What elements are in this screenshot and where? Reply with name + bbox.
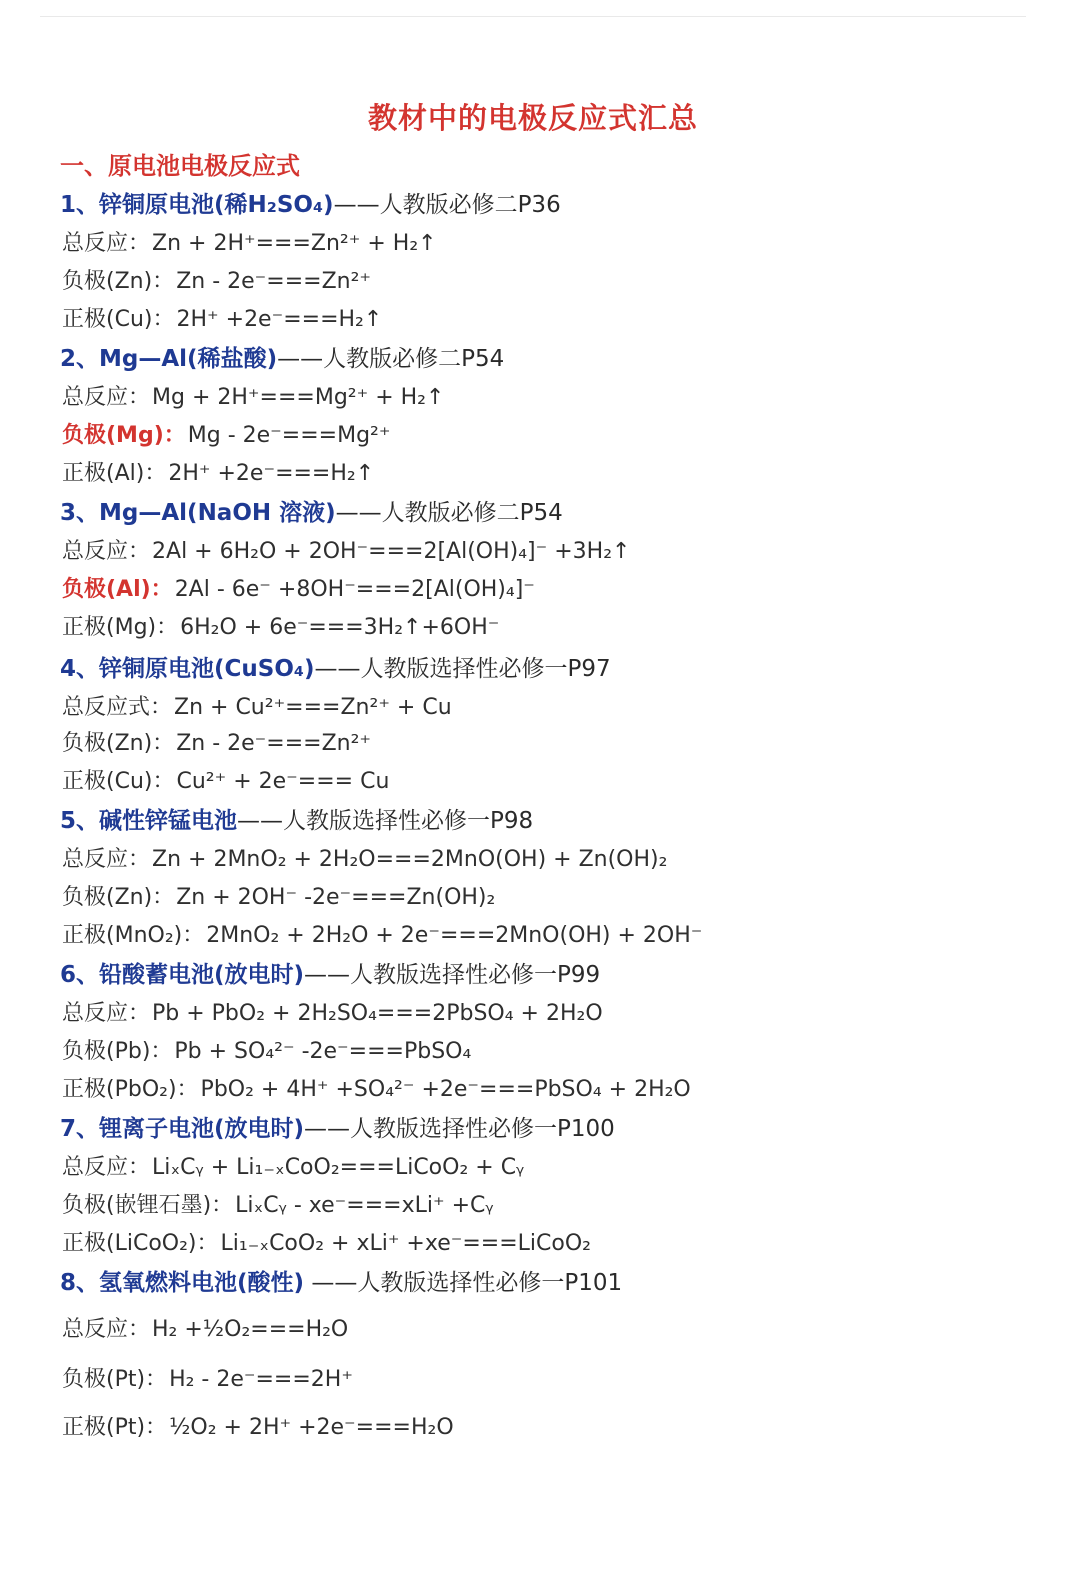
item-heading bbox=[60, 650, 611, 683]
equation-text: H₂ - 2e⁻===2H⁺ bbox=[169, 1367, 353, 1392]
equation-label: 正极(PbO₂)： bbox=[62, 1077, 199, 1102]
item-source: ——人教版选择性必修一P97 bbox=[314, 656, 611, 682]
equation-label: 负极(Al)： bbox=[62, 577, 173, 602]
equation-cathode bbox=[62, 1072, 691, 1103]
equation-label: 正极(MnO₂)： bbox=[62, 923, 205, 948]
item-source: ——人教版选择性必修一P100 bbox=[304, 1116, 615, 1142]
equation-label: 总反应： bbox=[62, 1155, 151, 1180]
equation-label: 负极(Zn)： bbox=[62, 885, 175, 910]
equation-total bbox=[62, 1150, 524, 1181]
equation-label: 总反应： bbox=[62, 847, 151, 872]
equation-text: LiₓCᵧ - xe⁻===xLi⁺ +Cᵧ bbox=[235, 1193, 494, 1218]
item-source: ——人教版选择性必修一P99 bbox=[304, 962, 601, 988]
equation-anode bbox=[62, 264, 371, 295]
item-source: ——人教版选择性必修一P101 bbox=[304, 1270, 623, 1296]
equation-text: Zn + Cu²⁺===Zn²⁺ + Cu bbox=[174, 695, 452, 720]
equation-text: Zn + 2H⁺===Zn²⁺ + H₂↑ bbox=[152, 231, 437, 256]
equation-anode bbox=[62, 1362, 353, 1393]
equation-total bbox=[62, 842, 667, 873]
item-heading bbox=[60, 802, 533, 835]
equation-total bbox=[62, 1312, 348, 1343]
equation-anode bbox=[62, 418, 390, 449]
equation-text: Mg - 2e⁻===Mg²⁺ bbox=[187, 423, 391, 448]
item-name: Mg—Al(稀盐酸) bbox=[99, 346, 278, 372]
equation-anode bbox=[62, 1188, 494, 1219]
document-title: 教材中的电极反应式汇总 bbox=[367, 101, 698, 135]
equation-anode bbox=[62, 880, 495, 911]
equation-label: 总反应： bbox=[62, 539, 151, 564]
item-number: 4、 bbox=[60, 656, 100, 682]
item-name: 锂离子电池(放电时) bbox=[99, 1116, 305, 1142]
item-name: 铅酸蓄电池(放电时) bbox=[99, 962, 305, 988]
equation-text: 2H⁺ +2e⁻===H₂↑ bbox=[168, 461, 375, 486]
item-heading bbox=[60, 494, 563, 527]
equation-label: 总反应： bbox=[62, 385, 151, 410]
equation-total bbox=[62, 690, 452, 721]
item-source: ——人教版必修二P54 bbox=[277, 346, 505, 372]
equation-cathode bbox=[62, 1410, 454, 1441]
equation-total bbox=[62, 996, 603, 1027]
equation-cathode bbox=[62, 764, 389, 795]
equation-text: 2MnO₂ + 2H₂O + 2e⁻===2MnO(OH) + 2OH⁻ bbox=[206, 923, 703, 948]
equation-text: Li₁₋ₓCoO₂ + xLi⁺ +xe⁻===LiCoO₂ bbox=[220, 1231, 591, 1256]
item-number: 8、 bbox=[60, 1270, 100, 1296]
equation-anode bbox=[62, 572, 535, 603]
equation-cathode bbox=[62, 302, 382, 333]
equation-text: PbO₂ + 4H⁺ +SO₄²⁻ +2e⁻===PbSO₄ + 2H₂O bbox=[200, 1077, 691, 1102]
equation-label: 正极(LiCoO₂)： bbox=[62, 1231, 219, 1256]
top-divider bbox=[40, 16, 1026, 17]
equation-text: Zn + 2OH⁻ -2e⁻===Zn(OH)₂ bbox=[176, 885, 496, 910]
item-number: 6、 bbox=[60, 962, 100, 988]
equation-cathode bbox=[62, 918, 702, 949]
equation-anode bbox=[62, 1034, 471, 1065]
equation-cathode bbox=[62, 1226, 591, 1257]
item-name: 氢氧燃料电池(酸性) bbox=[99, 1270, 305, 1296]
equation-label: 负极(Pt)： bbox=[62, 1367, 168, 1392]
equation-label: 负极(Zn)： bbox=[62, 269, 175, 294]
item-heading bbox=[60, 1110, 615, 1143]
section-title: 一、原电池电极反应式 bbox=[60, 152, 300, 180]
item-name: 碱性锌锰电池 bbox=[99, 808, 238, 834]
equation-cathode bbox=[62, 610, 499, 641]
equation-label: 负极(嵌锂石墨)： bbox=[62, 1193, 234, 1218]
item-source: ——人教版选择性必修一P98 bbox=[237, 808, 534, 834]
equation-text: 2Al - 6e⁻ +8OH⁻===2[Al(OH)₄]⁻ bbox=[174, 577, 535, 602]
item-heading bbox=[60, 956, 600, 989]
equation-label: 总反应式： bbox=[62, 695, 173, 720]
equation-total bbox=[62, 226, 437, 257]
item-number: 7、 bbox=[60, 1116, 100, 1142]
item-heading bbox=[60, 1264, 622, 1297]
equation-text: ½O₂ + 2H⁺ +2e⁻===H₂O bbox=[169, 1415, 454, 1440]
equation-label: 正极(Cu)： bbox=[62, 769, 175, 794]
item-number: 3、 bbox=[60, 500, 100, 526]
equation-label: 正极(Cu)： bbox=[62, 307, 175, 332]
equation-text: 2Al + 6H₂O + 2OH⁻===2[Al(OH)₄]⁻ +3H₂↑ bbox=[152, 539, 631, 564]
equation-label: 正极(Mg)： bbox=[62, 615, 179, 640]
equation-text: Pb + SO₄²⁻ -2e⁻===PbSO₄ bbox=[174, 1039, 472, 1064]
item-name: 锌铜原电池(CuSO₄) bbox=[99, 656, 315, 682]
item-heading bbox=[60, 186, 561, 219]
equation-total bbox=[62, 534, 630, 565]
equation-label: 负极(Pb)： bbox=[62, 1039, 173, 1064]
equation-text: Pb + PbO₂ + 2H₂SO₄===2PbSO₄ + 2H₂O bbox=[152, 1001, 603, 1026]
item-name: 锌铜原电池(稀H₂SO₄) bbox=[99, 192, 334, 218]
equation-text: 6H₂O + 6e⁻===3H₂↑+6OH⁻ bbox=[180, 615, 500, 640]
equation-text: 2H⁺ +2e⁻===H₂↑ bbox=[176, 307, 383, 332]
equation-label: 正极(Al)： bbox=[62, 461, 167, 486]
item-number: 1、 bbox=[60, 192, 100, 218]
equation-anode bbox=[62, 726, 371, 757]
equation-total bbox=[62, 380, 444, 411]
equation-text: Zn - 2e⁻===Zn²⁺ bbox=[176, 731, 372, 756]
item-number: 5、 bbox=[60, 808, 100, 834]
item-source: ——人教版必修二P36 bbox=[333, 192, 561, 218]
equation-label: 正极(Pt)： bbox=[62, 1415, 168, 1440]
equation-label: 负极(Zn)： bbox=[62, 731, 175, 756]
equation-text: Zn - 2e⁻===Zn²⁺ bbox=[176, 269, 372, 294]
equation-text: Mg + 2H⁺===Mg²⁺ + H₂↑ bbox=[152, 385, 445, 410]
equation-label: 负极(Mg)： bbox=[62, 423, 186, 448]
equation-label: 总反应： bbox=[62, 1001, 151, 1026]
equation-label: 总反应： bbox=[62, 231, 151, 256]
equation-cathode bbox=[62, 456, 374, 487]
item-source: ——人教版必修二P54 bbox=[335, 500, 563, 526]
equation-text: H₂ +½O₂===H₂O bbox=[152, 1317, 349, 1342]
equation-text: LiₓCᵧ + Li₁₋ₓCoO₂===LiCoO₂ + Cᵧ bbox=[152, 1155, 525, 1180]
item-heading bbox=[60, 340, 504, 373]
item-number: 2、 bbox=[60, 346, 100, 372]
equation-text: Zn + 2MnO₂ + 2H₂O===2MnO(OH) + Zn(OH)₂ bbox=[152, 847, 668, 872]
equation-label: 总反应： bbox=[62, 1317, 151, 1342]
equation-text: Cu²⁺ + 2e⁻=== Cu bbox=[176, 769, 390, 794]
item-name: Mg—Al(NaOH 溶液) bbox=[99, 500, 336, 526]
